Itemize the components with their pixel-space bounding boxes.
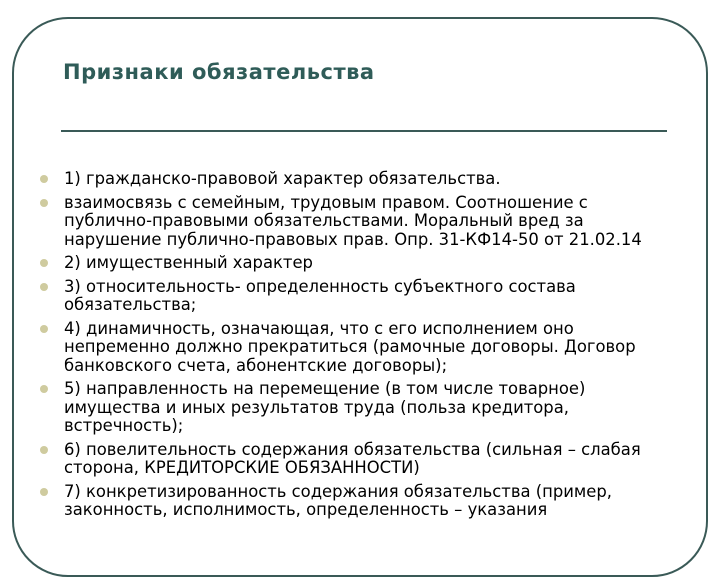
slide-title: Признаки обязательства (63, 60, 375, 84)
bullet-dot-icon (40, 259, 48, 267)
bullet-text: 3) относительность- определенность субъектного состава обязательства; (64, 276, 576, 314)
bullet-item (40, 254, 680, 273)
bullet-list (40, 170, 680, 525)
bullet-text: 1) гражданско-правовой характер обязательства. (64, 169, 501, 188)
bullet-item (40, 170, 680, 189)
bullet-text: 6) повелительность содержания обязательства (сильная – слабая сторона, КРЕДИТОРСКИЕ ОБЯЗАННОСТИ) (64, 439, 641, 477)
bullet-dot-icon (40, 325, 48, 333)
bullet-item (40, 441, 680, 478)
bullet-dot-icon (40, 175, 48, 183)
bullet-text: 2) имущественный характер (64, 253, 313, 272)
bullet-text: 5) направленность на перемещение (в том числе товарное) имущества и иных результатов труда (польза кредитора, встречность); (64, 379, 586, 435)
bullet-dot-icon (40, 488, 48, 496)
bullet-dot-icon (40, 385, 48, 393)
bullet-dot-icon (40, 446, 48, 454)
bullet-item (40, 483, 680, 520)
bullet-item (40, 194, 680, 250)
bullet-dot-icon (40, 283, 48, 291)
bullet-text: 7) конкретизированность содержания обязательства (пример, законность, исполнимость, определенность – указания (64, 481, 612, 519)
bullet-text: взаимосвязь с семейным, трудовым правом. Соотношение с публично-правовыми обязательствами. Моральный вред за нарушение публично-правовых прав. Опр. 31-КФ14-50 от 21.02.14 (64, 192, 642, 249)
title-divider (61, 130, 667, 132)
bullet-dot-icon (40, 199, 48, 207)
bullet-item (40, 320, 680, 376)
bullet-item (40, 380, 680, 436)
bullet-item (40, 278, 680, 315)
bullet-text: 4) динамичность, означающая, что с его исполнением оно непременно должно прекратиться (рамочные договоры. Договор банковского счета, абонентские договоры); (64, 318, 636, 375)
